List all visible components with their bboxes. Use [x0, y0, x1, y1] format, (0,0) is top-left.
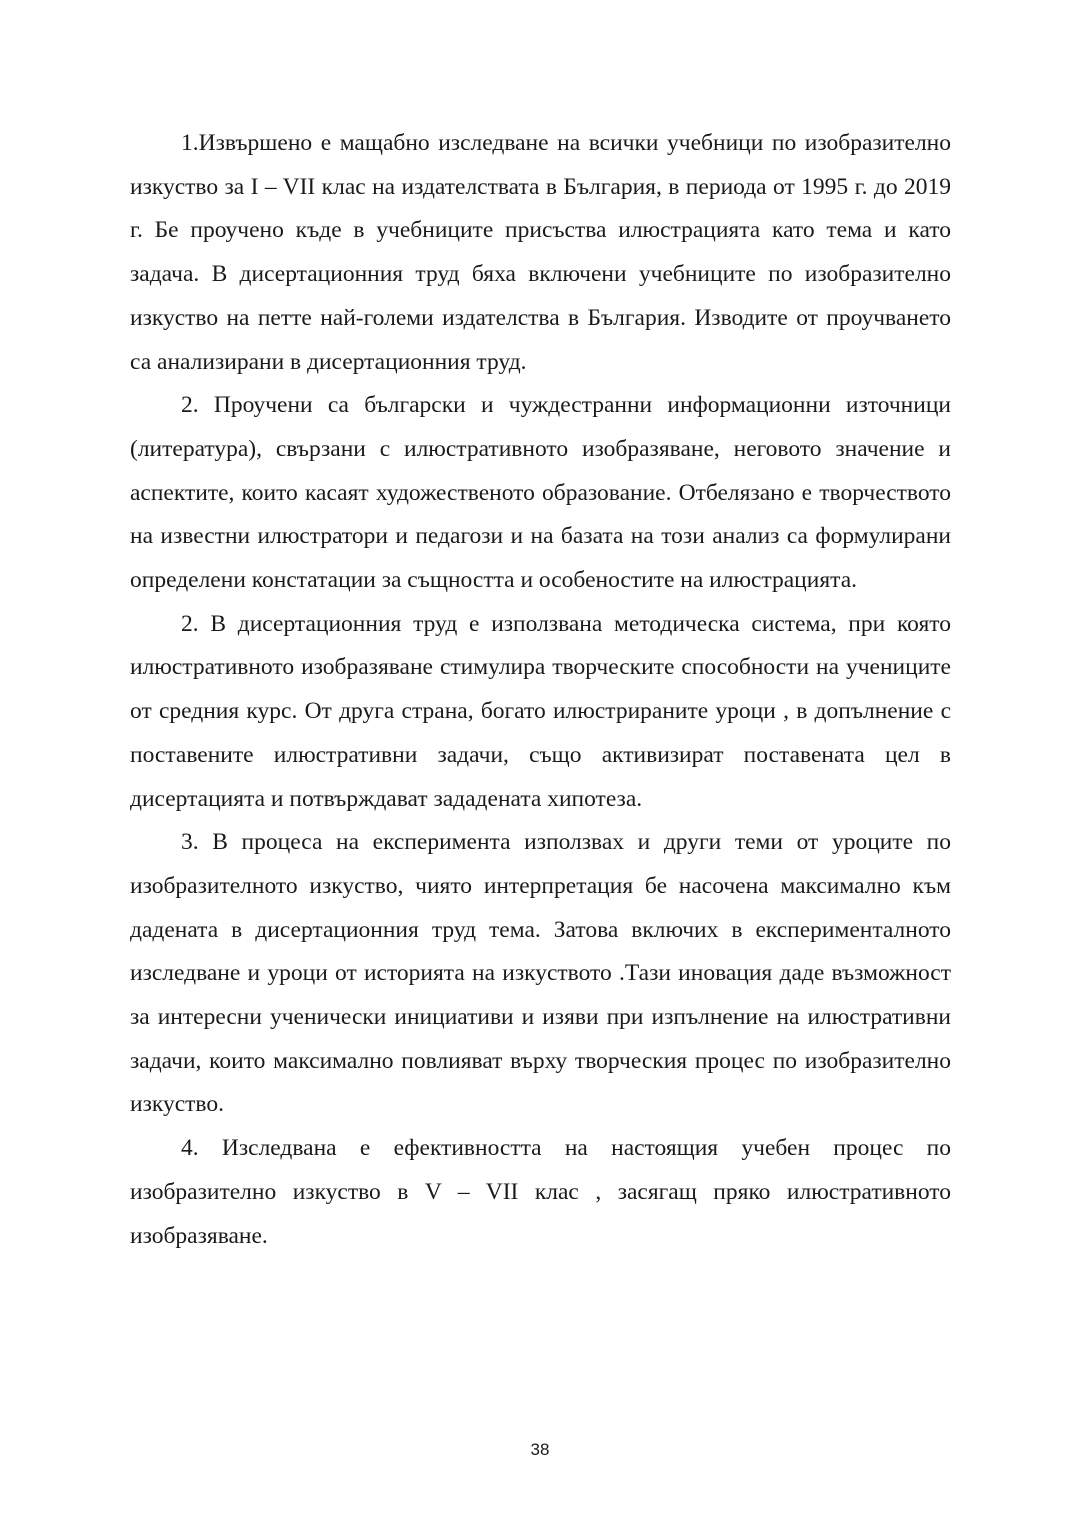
page-number: 38	[530, 1440, 550, 1459]
paragraph-3: 2. В дисертационния труд е използвана методическа система, при която илюстративното изобразяване стимулира творческите способности на учениците от средния курс. От друга страна, богато илюстрираните уроци , в допълнение с поставените илюстративни задачи, също активизират поставената цел в дисертацията и потвърждават зададената хипотеза.	[130, 610, 951, 812]
paragraph-1: 1.Извършено е мащабно изследване на всички учебници по изобразително изкуство за I – VII клас на издателствата в България, в периода от 1995 г. до 2019 г. Бе проучено къде в учебниците присъства илюстрацията като тема и като задача. В дисертационния труд бяха включени учебниците по изобразително изкуство на петте най-големи издателства в България. Изводите от проучването са анализирани в дисертационния труд.	[130, 130, 951, 375]
paragraph-5: 4. Изследвана е ефективността на настоящия учебен процес по изобразително изкуство в V – VII клас , засягащ пряко илюстративното изобразяване.	[130, 1135, 951, 1249]
paragraph-2: 2. Проучени са български и чуждестранни информационни източници (литература), свързани с илюстративното изобразяване, неговото значение и аспектите, които касаят художественото образование. Отбелязано е творчеството на известни илюстратори и педагози и на базата на този анализ са формулирани определени констатации за същността и особеностите на илюстрацията.	[130, 392, 951, 594]
paragraph-4: 3. В процеса на експеримента използвах и други теми от уроците по изобразителното изкуство, чиято интерпретация бе насочена максимално към дадената в дисертационния труд тема. Затова включих в експерименталното изследване и уроци от историята на изкуството .Тази иновация даде възможност за интересни ученически инициативи и изяви при изпълнение на илюстративни задачи, които максимално повлияват върху творческия процес по изобразително изкуство.	[130, 829, 951, 1118]
page-body	[130, 122, 951, 1258]
